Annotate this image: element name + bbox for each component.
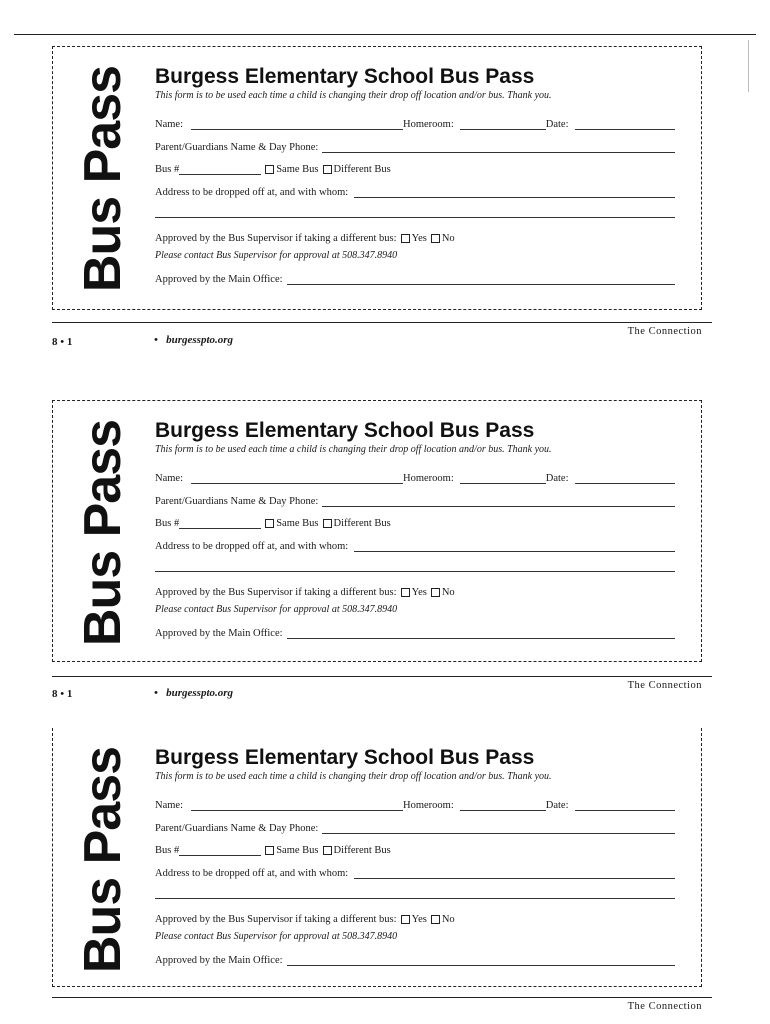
office-label: Approved by the Main Office: xyxy=(155,955,283,966)
address-label: Address to be dropped off at, and with whom: xyxy=(155,541,349,552)
homeroom-field[interactable] xyxy=(460,473,546,484)
yes-label: Yes xyxy=(411,587,427,598)
pass-title: Burgess Elementary School Bus Pass xyxy=(155,419,535,442)
office-field[interactable] xyxy=(287,955,675,966)
bus-number-field[interactable] xyxy=(179,845,261,856)
top-rule xyxy=(14,34,756,35)
yes-label: Yes xyxy=(411,233,427,244)
date-label: Date: xyxy=(545,473,569,484)
different-bus-label: Different Bus xyxy=(333,164,391,175)
pass-instructions: This form is to be used each time a child is changing their drop off location and/or bus. Thank you. xyxy=(155,444,552,455)
margin-mark xyxy=(748,40,749,92)
office-field[interactable] xyxy=(287,628,675,639)
same-bus-checkbox[interactable] xyxy=(265,165,274,174)
name-field[interactable] xyxy=(191,800,403,811)
address-field-line2[interactable] xyxy=(155,561,675,572)
bus-number-label: Bus # xyxy=(155,845,180,856)
supervisor-label: Approved by the Bus Supervisor if taking a different bus: xyxy=(155,233,397,244)
footer-bullet: • xyxy=(154,334,158,346)
no-checkbox[interactable] xyxy=(431,234,440,243)
pass-title: Burgess Elementary School Bus Pass xyxy=(155,65,535,88)
bus-pass-card-2 xyxy=(52,400,702,662)
bus-pass-card-1 xyxy=(52,46,702,310)
office-field[interactable] xyxy=(287,274,675,285)
different-bus-checkbox[interactable] xyxy=(323,846,332,855)
yes-checkbox[interactable] xyxy=(401,234,410,243)
footer-rule xyxy=(52,322,712,323)
bus-number-label: Bus # xyxy=(155,518,180,529)
address-field[interactable] xyxy=(354,868,675,879)
date-label: Date: xyxy=(545,800,569,811)
address-label: Address to be dropped off at, and with whom: xyxy=(155,868,349,879)
different-bus-checkbox[interactable] xyxy=(323,519,332,528)
page-number: 8 • 1 xyxy=(52,336,73,348)
date-field[interactable] xyxy=(575,119,676,130)
contact-note: Please contact Bus Supervisor for approval at 508.347.8940 xyxy=(155,250,398,261)
same-bus-label: Same Bus xyxy=(276,845,319,856)
guardian-field[interactable] xyxy=(322,142,675,153)
date-field[interactable] xyxy=(575,800,676,811)
pass-title: Burgess Elementary School Bus Pass xyxy=(155,746,535,769)
footer-bullet: • xyxy=(154,687,158,699)
address-field[interactable] xyxy=(354,187,675,198)
guardian-field[interactable] xyxy=(322,496,675,507)
no-checkbox[interactable] xyxy=(431,915,440,924)
homeroom-field[interactable] xyxy=(460,119,546,130)
homeroom-label: Homeroom: xyxy=(403,119,454,130)
contact-note: Please contact Bus Supervisor for approval at 508.347.8940 xyxy=(155,931,398,942)
guardian-field[interactable] xyxy=(322,823,675,834)
name-field[interactable] xyxy=(191,119,403,130)
different-bus-checkbox[interactable] xyxy=(323,165,332,174)
yes-label: Yes xyxy=(411,914,427,925)
bus-number-label: Bus # xyxy=(155,164,180,175)
footer-url[interactable]: burgesspto.org xyxy=(166,687,234,699)
no-checkbox[interactable] xyxy=(431,588,440,597)
yes-checkbox[interactable] xyxy=(401,915,410,924)
contact-note: Please contact Bus Supervisor for approval at 508.347.8940 xyxy=(155,604,398,615)
date-label: Date: xyxy=(545,119,569,130)
publication-name: The Connection xyxy=(627,1001,702,1012)
side-title: Bus Pass xyxy=(74,419,132,647)
bus-number-field[interactable] xyxy=(179,518,261,529)
address-field[interactable] xyxy=(354,541,675,552)
publication-name: The Connection xyxy=(627,326,702,337)
different-bus-label: Different Bus xyxy=(333,845,391,856)
same-bus-checkbox[interactable] xyxy=(265,846,274,855)
guardian-label: Parent/Guardians Name & Day Phone: xyxy=(155,496,319,507)
homeroom-label: Homeroom: xyxy=(403,473,454,484)
bus-pass-card-3 xyxy=(52,728,702,987)
name-label: Name: xyxy=(155,800,183,811)
supervisor-label: Approved by the Bus Supervisor if taking a different bus: xyxy=(155,914,397,925)
footer-rule xyxy=(52,997,712,998)
page-number: 8 • 1 xyxy=(52,688,73,700)
address-label: Address to be dropped off at, and with whom: xyxy=(155,187,349,198)
name-label: Name: xyxy=(155,119,183,130)
same-bus-label: Same Bus xyxy=(276,164,319,175)
same-bus-checkbox[interactable] xyxy=(265,519,274,528)
date-field[interactable] xyxy=(575,473,676,484)
side-title: Bus Pass xyxy=(74,65,132,293)
no-label: No xyxy=(441,587,455,598)
bus-number-field[interactable] xyxy=(179,164,261,175)
office-label: Approved by the Main Office: xyxy=(155,274,283,285)
supervisor-label: Approved by the Bus Supervisor if taking a different bus: xyxy=(155,587,397,598)
no-label: No xyxy=(441,914,455,925)
yes-checkbox[interactable] xyxy=(401,588,410,597)
no-label: No xyxy=(441,233,455,244)
same-bus-label: Same Bus xyxy=(276,518,319,529)
office-label: Approved by the Main Office: xyxy=(155,628,283,639)
side-title: Bus Pass xyxy=(74,746,132,974)
guardian-label: Parent/Guardians Name & Day Phone: xyxy=(155,823,319,834)
name-field[interactable] xyxy=(191,473,403,484)
homeroom-field[interactable] xyxy=(460,800,546,811)
address-field-line2[interactable] xyxy=(155,888,675,899)
guardian-label: Parent/Guardians Name & Day Phone: xyxy=(155,142,319,153)
address-field-line2[interactable] xyxy=(155,207,675,218)
publication-name: The Connection xyxy=(627,680,702,691)
footer-url[interactable]: burgesspto.org xyxy=(166,334,234,346)
pass-instructions: This form is to be used each time a child is changing their drop off location and/or bus. Thank you. xyxy=(155,90,552,101)
pass-instructions: This form is to be used each time a child is changing their drop off location and/or bus. Thank you. xyxy=(155,771,552,782)
footer-rule xyxy=(52,676,712,677)
different-bus-label: Different Bus xyxy=(333,518,391,529)
homeroom-label: Homeroom: xyxy=(403,800,454,811)
name-label: Name: xyxy=(155,473,183,484)
